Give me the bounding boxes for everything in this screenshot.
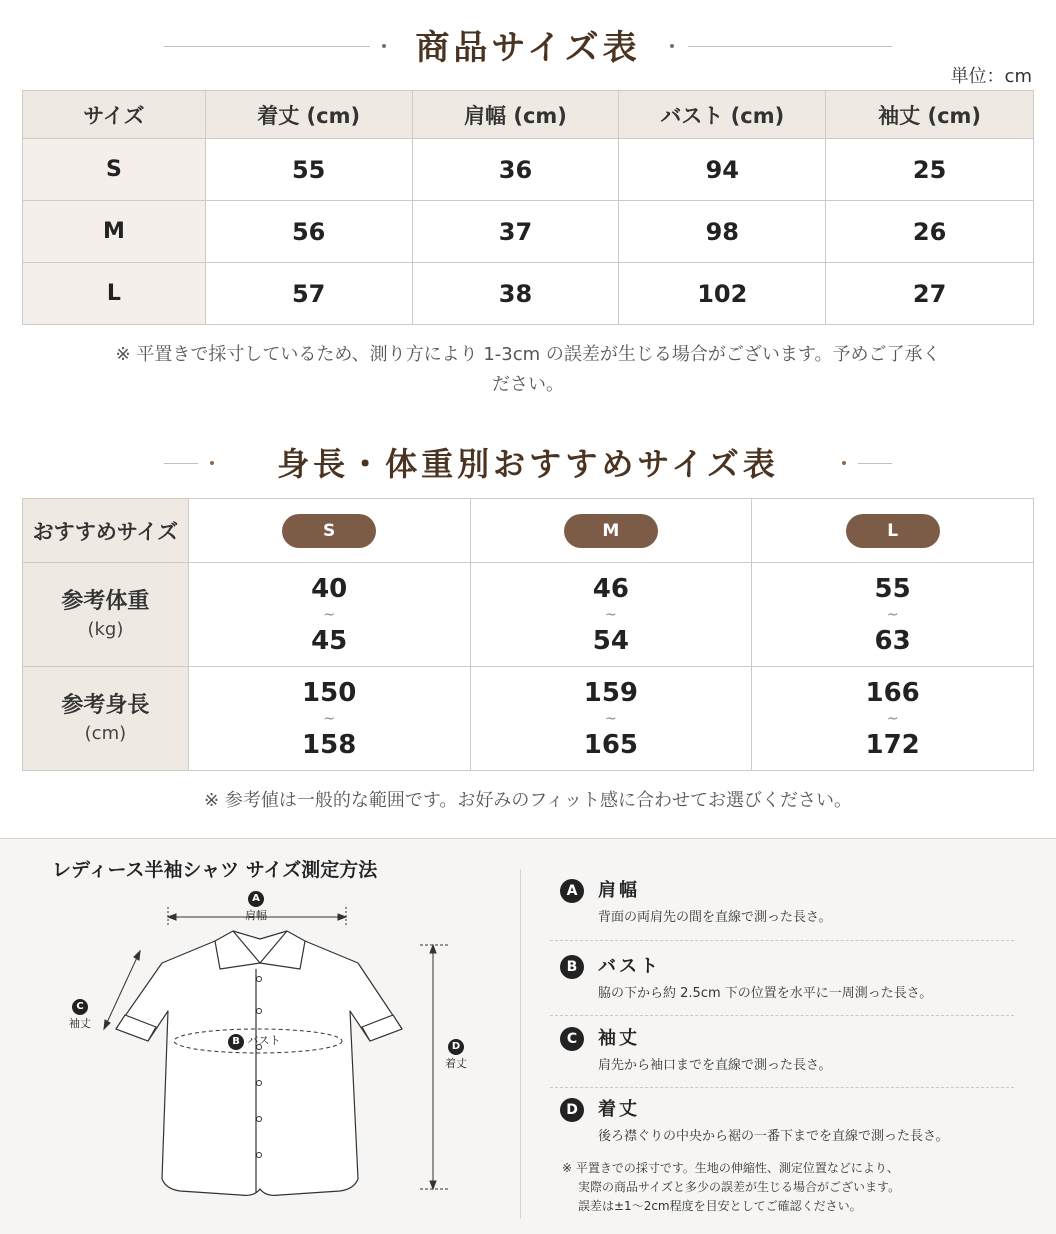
note-line: 実際の商品サイズと多少の誤差が生じる場合がございます。: [578, 1180, 901, 1194]
weight-cell-l: [752, 563, 1034, 667]
height-row-label: [23, 667, 189, 771]
weight-label: 参考体重: [61, 588, 150, 614]
cell-shoulder: 36: [412, 139, 619, 201]
cell-shoulder: 37: [412, 201, 619, 263]
rec-header-label: おすすめサイズ: [23, 499, 189, 563]
height-max: 158: [302, 729, 357, 760]
rec-size-col-s: [188, 499, 470, 563]
cell-sleeve: 26: [826, 201, 1034, 263]
measure-item-desc: 後ろ襟ぐりの中央から裾の一番下までを直線で測った長さ。: [598, 1129, 949, 1144]
item-divider: [550, 1087, 1014, 1088]
header-bust: バスト (cm): [619, 91, 826, 139]
size-table: [22, 90, 1034, 325]
badge-d-icon: D: [448, 1039, 464, 1055]
cell-length: 56: [205, 201, 412, 263]
title-rule-left: [164, 463, 198, 464]
weight-min: 55: [874, 573, 911, 604]
length-label: 着丈: [445, 1057, 467, 1070]
table-row: [23, 201, 1034, 263]
shirt-diagram: [40, 889, 480, 1229]
badge-b-icon: B: [228, 1034, 244, 1050]
size-pill-l: L: [846, 514, 940, 548]
cell-bust: 102: [619, 263, 826, 325]
measure-item-title: バスト: [598, 956, 661, 977]
diagram-label-a: [236, 891, 276, 923]
item-divider: [550, 940, 1014, 941]
height-min: 150: [302, 677, 357, 708]
item-divider: [550, 1015, 1014, 1016]
badge-a-icon: A: [248, 891, 264, 907]
diagram-label-c: [62, 999, 98, 1031]
rec-size-col-l: [752, 499, 1034, 563]
measure-item-title: 肩幅: [598, 880, 640, 901]
range-tilde: ~: [886, 606, 899, 623]
badge-c-icon: C: [72, 999, 88, 1015]
cell-length: 55: [205, 139, 412, 201]
weight-row-label: [23, 563, 189, 667]
height-cell-l: [752, 667, 1034, 771]
height-cell-m: [470, 667, 752, 771]
height-min: 166: [865, 677, 920, 708]
row-size-s: S: [23, 139, 206, 201]
size-pill-m: M: [564, 514, 658, 548]
height-max: 165: [583, 729, 639, 760]
weight-max: 54: [592, 625, 629, 656]
header-size: サイズ: [23, 91, 206, 139]
weight-min: 40: [311, 573, 348, 604]
title-dot-right: [670, 44, 674, 48]
size-table-note: [0, 340, 1056, 400]
shoulder-label: 肩幅: [245, 909, 267, 922]
title-dot-left: [210, 461, 214, 465]
title-rule-right: [858, 463, 892, 464]
diagram-label-b: [228, 1032, 281, 1050]
header-length: 着丈 (cm): [205, 91, 412, 139]
title-dot-left: [382, 44, 386, 48]
weight-min: 46: [592, 573, 629, 604]
size-note-line1: ※ 平置きで採寸しているため、測り方により 1-3cm の誤差が生じる場合がございます。予めご了承く: [115, 344, 941, 365]
title-rule-left: [164, 46, 370, 47]
rec-header-row: [23, 499, 1034, 563]
header-shoulder: 肩幅 (cm): [412, 91, 619, 139]
table-row: [23, 263, 1034, 325]
weight-cell-s: [188, 563, 470, 667]
height-unit: (cm): [84, 722, 127, 744]
measure-item-title: 着丈: [598, 1099, 640, 1120]
badge-c-icon: C: [560, 1027, 584, 1051]
weight-row: [23, 563, 1034, 667]
cell-bust: 98: [619, 201, 826, 263]
note-line: 誤差は±1〜2cm程度を目安としてご確認ください。: [578, 1199, 862, 1213]
note-line: ※ 平置きでの採寸です。生地の伸縮性、測定位置などにより、: [562, 1161, 899, 1175]
cell-sleeve: 27: [826, 263, 1034, 325]
rec-table-title-area: [0, 442, 1056, 486]
unit-note: 単位：cm: [950, 66, 1032, 87]
measure-item-desc: 背面の両肩先の間を直線で測った長さ。: [598, 910, 832, 925]
cell-shoulder: 38: [412, 263, 619, 325]
height-row: [23, 667, 1034, 771]
cell-bust: 94: [619, 139, 826, 201]
badge-a-icon: A: [560, 879, 584, 903]
size-note-line2: ださい。: [492, 374, 564, 395]
title-dot-right: [842, 461, 846, 465]
cell-sleeve: 25: [826, 139, 1034, 201]
height-cell-s: [188, 667, 470, 771]
diagram-label-d: [438, 1039, 474, 1071]
title-rule-right: [688, 46, 892, 47]
height-label: 参考身長: [61, 692, 150, 718]
table-row: [23, 139, 1034, 201]
range-tilde: ~: [323, 606, 336, 623]
measurement-panel: [0, 838, 1056, 1234]
range-tilde: ~: [886, 710, 899, 727]
sleeve-label: 袖丈: [69, 1017, 91, 1030]
height-min: 159: [583, 677, 639, 708]
size-pill-s: S: [282, 514, 376, 548]
weight-max: 45: [311, 625, 348, 656]
weight-cell-m: [470, 563, 752, 667]
range-tilde: ~: [605, 710, 617, 727]
measurement-note: [562, 1159, 900, 1216]
row-size-m: M: [23, 201, 206, 263]
rec-table-note: ※ 参考値は一般的な範囲です。お好みのフィット感に合わせてお選びください。: [204, 790, 852, 811]
measurement-title: レディース半袖シャツ サイズ測定方法: [52, 859, 378, 881]
recommended-size-table: [22, 498, 1034, 771]
measure-item-desc: 脇の下から約 2.5cm 下の位置を水平に一周測った長さ。: [598, 986, 933, 1001]
size-table-title-area: [0, 26, 1056, 70]
rec-table-title: 身長・体重別おすすめサイズ表: [277, 445, 779, 483]
measure-item-desc: 肩先から袖口までを直線で測った長さ。: [598, 1058, 832, 1073]
size-table-title: 商品サイズ表: [415, 28, 641, 68]
height-max: 172: [865, 729, 920, 760]
bust-label: バスト: [247, 1034, 281, 1047]
row-size-l: L: [23, 263, 206, 325]
range-tilde: ~: [323, 710, 336, 727]
rec-size-col-m: [470, 499, 752, 563]
badge-b-icon: B: [560, 955, 584, 979]
badge-d-icon: D: [560, 1098, 584, 1122]
size-table-header-row: [23, 91, 1034, 139]
header-sleeve: 袖丈 (cm): [826, 91, 1034, 139]
measure-item-title: 袖丈: [598, 1028, 640, 1049]
weight-unit: (kg): [87, 618, 124, 640]
range-tilde: ~: [605, 606, 617, 623]
cell-length: 57: [205, 263, 412, 325]
panel-divider: [520, 869, 521, 1219]
weight-max: 63: [874, 625, 911, 656]
